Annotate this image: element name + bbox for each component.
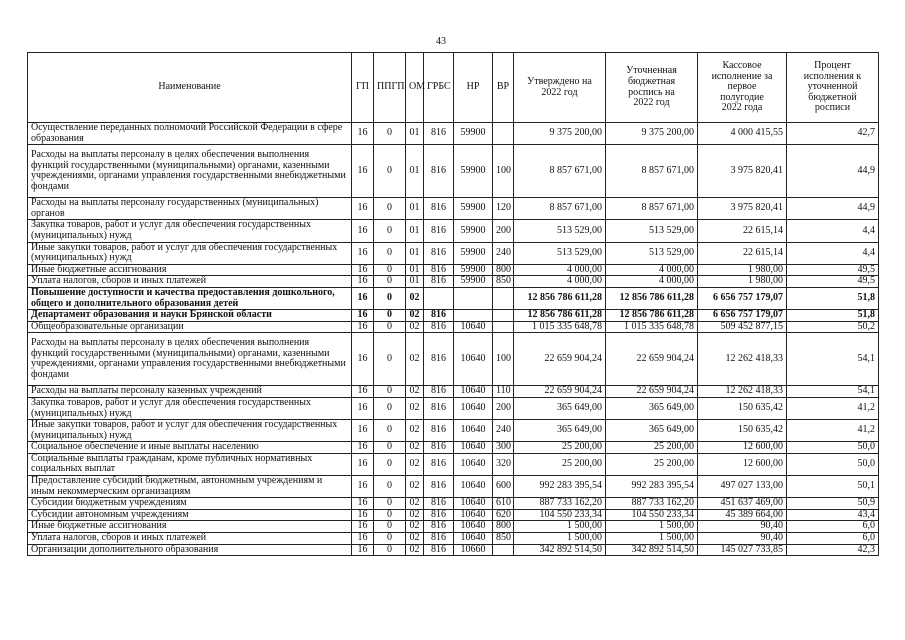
header-cash: Кассовое исполнение за первое полугодие 2022 года — [698, 53, 787, 123]
cell-name: Повышение доступности и качества предоставления дошкольного, общего и дополнительного образования детей — [28, 287, 352, 309]
cell-gp: 16 — [352, 544, 374, 556]
cell-vr: 610 — [493, 498, 514, 510]
cell-name: Уплата налогов, сборов и иных платежей — [28, 276, 352, 288]
cell-grbs: 816 — [424, 145, 454, 198]
cell-np: 10640 — [454, 533, 493, 545]
cell-cash: 12 262 418,33 — [698, 386, 787, 398]
table-row — [28, 498, 879, 510]
cell-gp: 16 — [352, 220, 374, 242]
cell-om: 02 — [406, 453, 424, 475]
cell-np: 10660 — [454, 544, 493, 556]
cell-percent: 6,0 — [787, 533, 879, 545]
cell-name: Расходы на выплаты персоналу в целях обеспечения выполнения функций государственными (муниципальными) органами, казенными учреждениями, органами управления государственными внебюджетными фондами — [28, 333, 352, 386]
cell-refined: 9 375 200,00 — [606, 123, 698, 145]
cell-grbs: 816 — [424, 476, 454, 498]
cell-vr: 800 — [493, 521, 514, 533]
cell-vr: 850 — [493, 276, 514, 288]
header-grbs: ГРБС — [424, 53, 454, 123]
cell-refined: 1 015 335 648,78 — [606, 321, 698, 333]
cell-name: Уплата налогов, сборов и иных платежей — [28, 533, 352, 545]
cell-approved: 1 015 335 648,78 — [514, 321, 606, 333]
cell-cash: 12 600,00 — [698, 453, 787, 475]
cell-percent: 4,4 — [787, 220, 879, 242]
cell-name: Закупка товаров, работ и услуг для обеспечения государственных (муниципальных) нужд — [28, 220, 352, 242]
cell-percent: 51,8 — [787, 310, 879, 322]
cell-percent: 49,5 — [787, 264, 879, 276]
cell-name: Иные бюджетные ассигнования — [28, 521, 352, 533]
cell-vr: 800 — [493, 264, 514, 276]
cell-ppgp: 0 — [374, 386, 406, 398]
cell-vr — [493, 321, 514, 333]
cell-grbs: 816 — [424, 544, 454, 556]
cell-refined: 22 659 904,24 — [606, 333, 698, 386]
cell-name: Субсидии автономным учреждениям — [28, 509, 352, 521]
cell-np: 59900 — [454, 264, 493, 276]
cell-np: 10640 — [454, 333, 493, 386]
cell-refined: 513 529,00 — [606, 220, 698, 242]
cell-percent: 42,7 — [787, 123, 879, 145]
cell-percent: 43,4 — [787, 509, 879, 521]
table-row — [28, 453, 879, 475]
cell-refined: 4 000,00 — [606, 264, 698, 276]
cell-np: 10640 — [454, 453, 493, 475]
cell-gp: 16 — [352, 509, 374, 521]
cell-approved: 8 857 671,00 — [514, 145, 606, 198]
cell-om: 02 — [406, 521, 424, 533]
cell-name: Субсидии бюджетным учреждениям — [28, 498, 352, 510]
cell-name: Общеобразовательные организации — [28, 321, 352, 333]
cell-approved: 365 649,00 — [514, 420, 606, 442]
table-row — [28, 533, 879, 545]
cell-om: 02 — [406, 333, 424, 386]
cell-om: 01 — [406, 123, 424, 145]
table-row — [28, 220, 879, 242]
table-row — [28, 198, 879, 220]
cell-percent: 54,1 — [787, 333, 879, 386]
cell-name: Предоставление субсидий бюджетным, автономным учреждениям и иным некоммерческим организациям — [28, 476, 352, 498]
cell-ppgp: 0 — [374, 321, 406, 333]
cell-gp: 16 — [352, 321, 374, 333]
cell-np: 10640 — [454, 397, 493, 419]
cell-cash: 1 980,00 — [698, 264, 787, 276]
cell-grbs: 816 — [424, 420, 454, 442]
cell-name: Расходы на выплаты персоналу государственных (муниципальных) органов — [28, 198, 352, 220]
cell-om: 02 — [406, 386, 424, 398]
cell-cash: 22 615,14 — [698, 242, 787, 264]
cell-cash: 90,40 — [698, 521, 787, 533]
cell-cash: 150 635,42 — [698, 397, 787, 419]
cell-percent: 50,1 — [787, 476, 879, 498]
cell-cash: 509 452 877,15 — [698, 321, 787, 333]
cell-grbs: 816 — [424, 123, 454, 145]
cell-grbs: 816 — [424, 442, 454, 454]
cell-ppgp: 0 — [374, 498, 406, 510]
cell-ppgp: 0 — [374, 509, 406, 521]
cell-vr: 320 — [493, 453, 514, 475]
cell-grbs: 816 — [424, 498, 454, 510]
cell-np: 10640 — [454, 420, 493, 442]
cell-gp: 16 — [352, 310, 374, 322]
cell-cash: 451 637 469,00 — [698, 498, 787, 510]
cell-vr: 240 — [493, 420, 514, 442]
cell-gp: 16 — [352, 420, 374, 442]
cell-gp: 16 — [352, 276, 374, 288]
header-vr: ВР — [493, 53, 514, 123]
cell-cash: 22 615,14 — [698, 220, 787, 242]
header-refined: Уточненная бюджетная роспись на 2022 год — [606, 53, 698, 123]
cell-ppgp: 0 — [374, 476, 406, 498]
cell-approved: 9 375 200,00 — [514, 123, 606, 145]
cell-grbs: 816 — [424, 509, 454, 521]
cell-grbs: 816 — [424, 310, 454, 322]
cell-approved: 342 892 514,50 — [514, 544, 606, 556]
cell-ppgp: 0 — [374, 544, 406, 556]
cell-om: 02 — [406, 533, 424, 545]
cell-np: 10640 — [454, 498, 493, 510]
cell-approved: 365 649,00 — [514, 397, 606, 419]
cell-ppgp: 0 — [374, 145, 406, 198]
cell-name: Иные закупки товаров, работ и услуг для обеспечения государственных (муниципальных) нужд — [28, 420, 352, 442]
table-row — [28, 333, 879, 386]
cell-ppgp: 0 — [374, 521, 406, 533]
cell-vr: 620 — [493, 509, 514, 521]
cell-ppgp: 0 — [374, 333, 406, 386]
cell-refined: 12 856 786 611,28 — [606, 310, 698, 322]
cell-vr — [493, 123, 514, 145]
cell-cash: 150 635,42 — [698, 420, 787, 442]
cell-om: 02 — [406, 397, 424, 419]
cell-np: 10640 — [454, 521, 493, 533]
cell-om: 02 — [406, 310, 424, 322]
cell-approved: 887 733 162,20 — [514, 498, 606, 510]
cell-om: 01 — [406, 198, 424, 220]
table-row — [28, 509, 879, 521]
table-row — [28, 386, 879, 398]
budget-execution-table — [27, 52, 879, 556]
cell-percent: 54,1 — [787, 386, 879, 398]
cell-om: 01 — [406, 276, 424, 288]
cell-gp: 16 — [352, 264, 374, 276]
header-percent: Процент исполнения к уточненной бюджетной росписи — [787, 53, 879, 123]
cell-om: 02 — [406, 420, 424, 442]
cell-vr: 110 — [493, 386, 514, 398]
cell-np: 10640 — [454, 321, 493, 333]
cell-grbs — [424, 287, 454, 309]
cell-refined: 365 649,00 — [606, 420, 698, 442]
cell-gp: 16 — [352, 287, 374, 309]
cell-refined: 1 500,00 — [606, 521, 698, 533]
cell-cash: 12 600,00 — [698, 442, 787, 454]
table-row — [28, 521, 879, 533]
cell-refined: 25 200,00 — [606, 442, 698, 454]
cell-om: 01 — [406, 220, 424, 242]
cell-ppgp: 0 — [374, 198, 406, 220]
cell-om: 02 — [406, 442, 424, 454]
cell-approved: 25 200,00 — [514, 442, 606, 454]
cell-grbs: 816 — [424, 533, 454, 545]
cell-ppgp: 0 — [374, 264, 406, 276]
header-approved: Утверждено на 2022 год — [514, 53, 606, 123]
table-row — [28, 476, 879, 498]
table-row — [28, 123, 879, 145]
cell-gp: 16 — [352, 242, 374, 264]
cell-percent: 50,2 — [787, 321, 879, 333]
cell-cash: 3 975 820,41 — [698, 145, 787, 198]
cell-refined: 4 000,00 — [606, 276, 698, 288]
cell-cash: 1 980,00 — [698, 276, 787, 288]
cell-name: Социальные выплаты гражданам, кроме публичных нормативных социальных выплат — [28, 453, 352, 475]
cell-np: 10640 — [454, 386, 493, 398]
table-row — [28, 397, 879, 419]
cell-gp: 16 — [352, 198, 374, 220]
cell-ppgp: 0 — [374, 276, 406, 288]
cell-cash: 6 656 757 179,07 — [698, 287, 787, 309]
cell-vr: 850 — [493, 533, 514, 545]
cell-percent: 44,9 — [787, 145, 879, 198]
table-body — [28, 123, 879, 556]
cell-name: Организации дополнительного образования — [28, 544, 352, 556]
cell-refined: 1 500,00 — [606, 533, 698, 545]
cell-grbs: 816 — [424, 264, 454, 276]
cell-percent: 4,4 — [787, 242, 879, 264]
cell-approved: 25 200,00 — [514, 453, 606, 475]
cell-grbs: 816 — [424, 220, 454, 242]
cell-ppgp: 0 — [374, 420, 406, 442]
cell-np: 59900 — [454, 220, 493, 242]
cell-om: 01 — [406, 145, 424, 198]
cell-cash: 6 656 757 179,07 — [698, 310, 787, 322]
cell-vr: 100 — [493, 145, 514, 198]
header-gp: ГП — [352, 53, 374, 123]
cell-approved: 992 283 395,54 — [514, 476, 606, 498]
cell-grbs: 816 — [424, 198, 454, 220]
cell-ppgp: 0 — [374, 533, 406, 545]
cell-cash: 12 262 418,33 — [698, 333, 787, 386]
cell-approved: 104 550 233,34 — [514, 509, 606, 521]
cell-gp: 16 — [352, 333, 374, 386]
cell-ppgp: 0 — [374, 397, 406, 419]
cell-ppgp: 0 — [374, 242, 406, 264]
cell-vr — [493, 287, 514, 309]
cell-gp: 16 — [352, 386, 374, 398]
cell-om: 01 — [406, 242, 424, 264]
cell-np: 10640 — [454, 509, 493, 521]
cell-np: 59900 — [454, 145, 493, 198]
cell-gp: 16 — [352, 476, 374, 498]
cell-grbs: 816 — [424, 397, 454, 419]
cell-ppgp: 0 — [374, 442, 406, 454]
cell-approved: 513 529,00 — [514, 242, 606, 264]
cell-approved: 513 529,00 — [514, 220, 606, 242]
cell-np — [454, 287, 493, 309]
cell-ppgp: 0 — [374, 310, 406, 322]
cell-om: 02 — [406, 498, 424, 510]
cell-cash: 90,40 — [698, 533, 787, 545]
cell-grbs: 816 — [424, 521, 454, 533]
cell-approved: 12 856 786 611,28 — [514, 287, 606, 309]
cell-approved: 12 856 786 611,28 — [514, 310, 606, 322]
cell-cash: 4 000 415,55 — [698, 123, 787, 145]
header-name: Наименование — [28, 53, 352, 123]
cell-percent: 6,0 — [787, 521, 879, 533]
cell-name: Расходы на выплаты персоналу в целях обеспечения выполнения функций государственными (муниципальными) органами, казенными учреждениями, органами управления государственными внебюджетными фондами — [28, 145, 352, 198]
cell-om: 01 — [406, 264, 424, 276]
cell-gp: 16 — [352, 442, 374, 454]
cell-ppgp: 0 — [374, 220, 406, 242]
cell-ppgp: 0 — [374, 123, 406, 145]
cell-vr — [493, 310, 514, 322]
cell-approved: 4 000,00 — [514, 264, 606, 276]
cell-percent: 41,2 — [787, 420, 879, 442]
cell-ppgp: 0 — [374, 287, 406, 309]
cell-grbs: 816 — [424, 276, 454, 288]
cell-vr: 300 — [493, 442, 514, 454]
cell-om: 02 — [406, 509, 424, 521]
cell-approved: 22 659 904,24 — [514, 333, 606, 386]
cell-gp: 16 — [352, 521, 374, 533]
cell-name: Департамент образования и науки Брянской области — [28, 310, 352, 322]
cell-grbs: 816 — [424, 386, 454, 398]
table-row — [28, 544, 879, 556]
table-row — [28, 310, 879, 322]
cell-np: 59900 — [454, 123, 493, 145]
cell-name: Иные закупки товаров, работ и услуг для обеспечения государственных (муниципальных) нужд — [28, 242, 352, 264]
cell-approved: 22 659 904,24 — [514, 386, 606, 398]
table-row — [28, 242, 879, 264]
cell-approved: 1 500,00 — [514, 533, 606, 545]
cell-vr — [493, 544, 514, 556]
header-om: ОМ — [406, 53, 424, 123]
cell-om: 02 — [406, 476, 424, 498]
cell-np: 10640 — [454, 442, 493, 454]
header-ppgp: ППГП — [374, 53, 406, 123]
table-row — [28, 287, 879, 309]
cell-grbs: 816 — [424, 453, 454, 475]
cell-percent: 50,0 — [787, 442, 879, 454]
cell-vr: 200 — [493, 397, 514, 419]
cell-refined: 887 733 162,20 — [606, 498, 698, 510]
header-np: НР — [454, 53, 493, 123]
table-row — [28, 264, 879, 276]
cell-om: 02 — [406, 544, 424, 556]
cell-refined: 8 857 671,00 — [606, 145, 698, 198]
cell-refined: 8 857 671,00 — [606, 198, 698, 220]
cell-vr: 600 — [493, 476, 514, 498]
cell-cash: 145 027 733,85 — [698, 544, 787, 556]
cell-gp: 16 — [352, 145, 374, 198]
cell-percent: 50,0 — [787, 453, 879, 475]
cell-grbs: 816 — [424, 321, 454, 333]
cell-np: 59900 — [454, 276, 493, 288]
cell-np — [454, 310, 493, 322]
cell-grbs: 816 — [424, 242, 454, 264]
cell-refined: 22 659 904,24 — [606, 386, 698, 398]
cell-name: Иные бюджетные ассигнования — [28, 264, 352, 276]
cell-refined: 513 529,00 — [606, 242, 698, 264]
cell-gp: 16 — [352, 533, 374, 545]
cell-percent: 42,3 — [787, 544, 879, 556]
table-header-row — [28, 53, 879, 123]
table-row — [28, 276, 879, 288]
cell-refined: 992 283 395,54 — [606, 476, 698, 498]
cell-approved: 4 000,00 — [514, 276, 606, 288]
cell-cash: 45 389 664,00 — [698, 509, 787, 521]
cell-vr: 100 — [493, 333, 514, 386]
cell-refined: 25 200,00 — [606, 453, 698, 475]
table-row — [28, 321, 879, 333]
cell-refined: 342 892 514,50 — [606, 544, 698, 556]
cell-np: 59900 — [454, 198, 493, 220]
cell-percent: 44,9 — [787, 198, 879, 220]
cell-refined: 12 856 786 611,28 — [606, 287, 698, 309]
cell-approved: 1 500,00 — [514, 521, 606, 533]
cell-name: Социальное обеспечение и иные выплаты населению — [28, 442, 352, 454]
cell-vr: 200 — [493, 220, 514, 242]
cell-refined: 365 649,00 — [606, 397, 698, 419]
cell-np: 10640 — [454, 476, 493, 498]
cell-percent: 51,8 — [787, 287, 879, 309]
cell-percent: 49,5 — [787, 276, 879, 288]
cell-percent: 50,9 — [787, 498, 879, 510]
cell-om: 02 — [406, 321, 424, 333]
page-number: 43 — [436, 36, 446, 47]
table-row — [28, 442, 879, 454]
cell-percent: 41,2 — [787, 397, 879, 419]
cell-name: Осуществление переданных полномочий Российской Федерации в сфере образования — [28, 123, 352, 145]
cell-gp: 16 — [352, 397, 374, 419]
cell-vr: 240 — [493, 242, 514, 264]
cell-vr: 120 — [493, 198, 514, 220]
table-row — [28, 145, 879, 198]
cell-gp: 16 — [352, 498, 374, 510]
cell-ppgp: 0 — [374, 453, 406, 475]
cell-cash: 3 975 820,41 — [698, 198, 787, 220]
cell-np: 59900 — [454, 242, 493, 264]
cell-gp: 16 — [352, 453, 374, 475]
table-row — [28, 420, 879, 442]
cell-refined: 104 550 233,34 — [606, 509, 698, 521]
cell-name: Расходы на выплаты персоналу казенных учреждений — [28, 386, 352, 398]
cell-grbs: 816 — [424, 333, 454, 386]
cell-cash: 497 027 133,00 — [698, 476, 787, 498]
cell-om: 02 — [406, 287, 424, 309]
cell-gp: 16 — [352, 123, 374, 145]
cell-approved: 8 857 671,00 — [514, 198, 606, 220]
cell-name: Закупка товаров, работ и услуг для обеспечения государственных (муниципальных) нужд — [28, 397, 352, 419]
